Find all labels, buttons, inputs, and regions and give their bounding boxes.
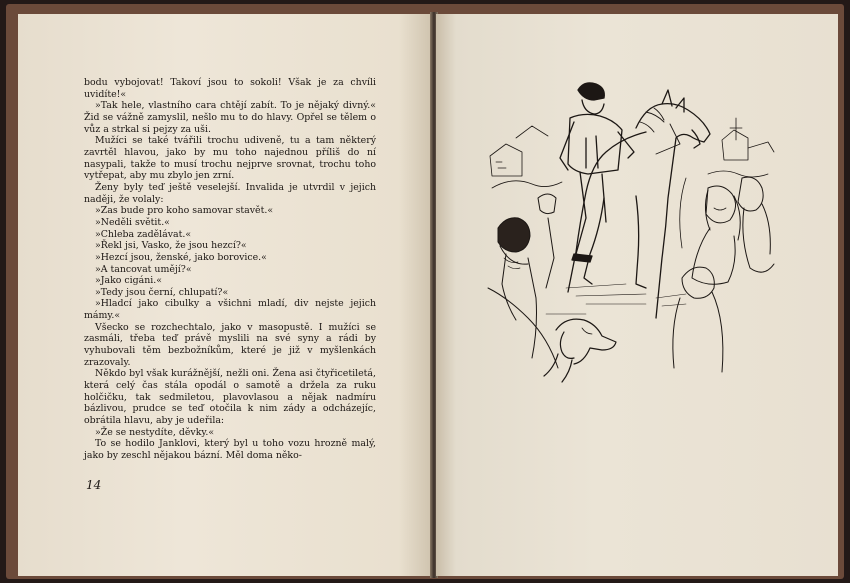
paragraph: »Jako cigáni.«: [95, 275, 162, 287]
village-background: [490, 118, 774, 188]
left-page-text: [84, 77, 376, 462]
paragraph: »Hezcí jsou, ženské, jako borovice.«: [95, 251, 267, 263]
paragraph: »Neděli světit.«: [95, 216, 170, 228]
ground-hatching: [546, 284, 686, 314]
paragraph: »Hladcí jako cibulky a všichni mladí, div nejste jejich mámy.«: [84, 298, 376, 322]
paragraph: »A tancovat umějí?«: [95, 263, 192, 275]
paragraph: bodu vybojovat! Takoví jsou to sokoli! Však je za chvíli uvidíte!«: [84, 77, 376, 100]
page-number: 14: [86, 478, 102, 492]
crowd-right: [673, 177, 774, 372]
horse: [568, 90, 710, 318]
paragraph: »Řekl jsi, Vasko, že jsou hezcí?«: [95, 240, 247, 252]
horseman-illustration: [486, 78, 776, 408]
paragraph: Ženy byly teď ještě veselejší. Invalida je utvrdil v jejich naději, že volaly:: [84, 181, 376, 205]
crowd-left: [488, 194, 558, 368]
paragraph: »Že se nestydíte, děvky.«: [95, 426, 215, 438]
paragraph: »Chleba zadělávat.«: [95, 228, 192, 240]
paragraph: To se hodilo Janklovi, který byl u toho vozu hrozně malý, jako by zeschl nějakou bázní. Měl doma něko-: [84, 438, 376, 461]
paragraph: »Zas bude pro koho samovar stavět.«: [95, 205, 274, 217]
dog: [544, 319, 616, 382]
paragraph: Někdo byl však kurážnější, nežli oni. Žena asi čtyřicetiletá, která celý čas stála opodál o samotě a držela za ruku holčičku, tak sedmiletou, plavovlasou a nějak nadmíru bázlivou, prudce se teď otočila k nim zády a odcházejíc, obrátila hlavu, aby je udeřila:: [84, 368, 376, 427]
paragraph: Mužíci se také tvářili trochu udiveně, tu a tam některý zavrtěl hlavou, jako by mu toho najednou příliš do ní nasypali, takže to musí trochu nejprve srovnat, trochu toho vytřepat, aby mu zbylo jen zrní.: [84, 135, 376, 182]
paragraph: »Tak hele, vlastního cara chtějí zabít. To je nějaký divný.« Žid se vážně zamyslil, nešlo mu to do hlavy. Opřel se tělem o vůz a strkal si pejzy za uši.: [84, 100, 376, 135]
rider: [560, 83, 634, 262]
paragraph: »Tedy jsou černí, chlupatí?«: [95, 286, 229, 298]
paragraph: Všecko se rozchechtalo, jako v masopustě. I mužíci se zasmáli, třeba teď právě myslili na své syny a rádi by vyhubovali těm bezbožníkům, které je již v myšlenkách zrazovaly.: [84, 321, 376, 368]
